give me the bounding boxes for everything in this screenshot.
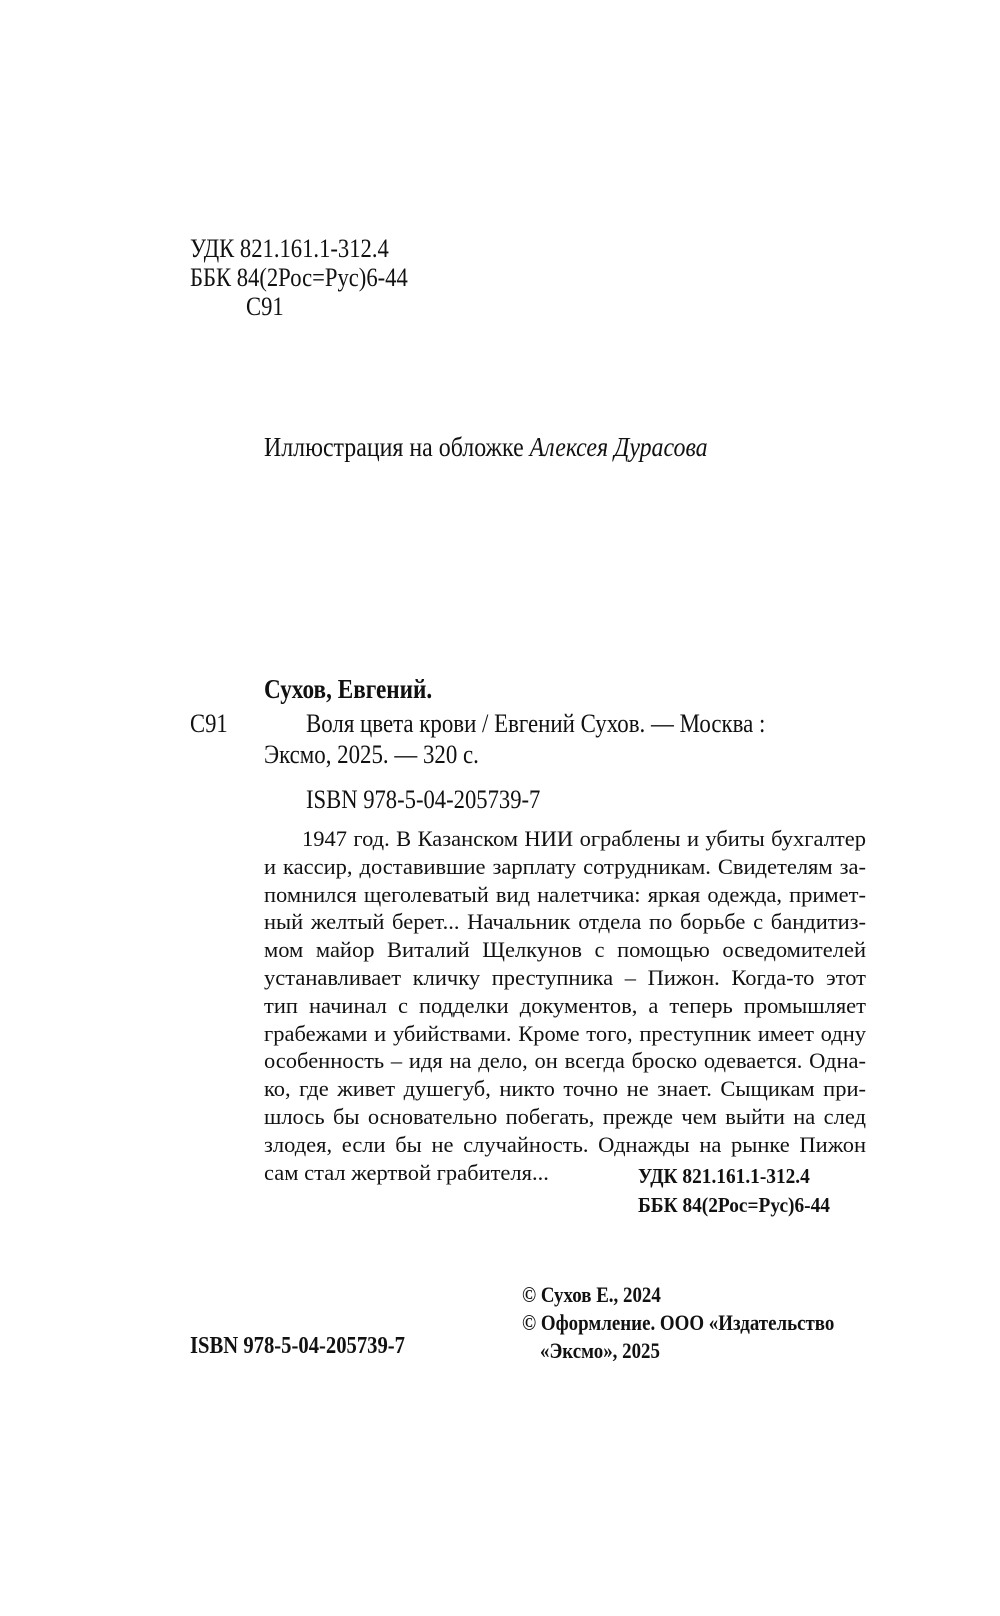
annotation-line: устанавливает кличку преступника – Пижон. Когда-то этот	[264, 964, 866, 990]
catalog-annotation	[264, 825, 866, 1186]
annotation-line: и кассир, доставившие зарплату сотрудникам. Свидетелям за-	[264, 853, 866, 879]
annotation-line: грабежами и убийствами. Кроме того, преступник имеет одну	[264, 1020, 866, 1046]
illustration-prefix: Иллюстрация на обложке	[264, 432, 530, 462]
footer-isbn: ISBN 978-5-04-205739-7	[190, 1333, 405, 1359]
annotation-line: мом майор Виталий Щелкунов с помощью осведомителей	[264, 937, 866, 963]
annotation-line: ко, где живет душегуб, никто точно не знает. Сыщикам при-	[264, 1076, 866, 1102]
annotation-line: сам стал жертвой грабителя...	[264, 1159, 549, 1185]
annotation-line: тип начинал с подделки документов, а теперь промышляет	[264, 992, 866, 1018]
bbk-code-top: ББК 84(2Рос=Рус)6-44	[190, 263, 408, 292]
bbk-code-card: ББК 84(2Рос=Рус)6-44	[638, 1193, 830, 1217]
illustration-credit	[264, 432, 708, 462]
annotation-line: шлось бы основательно побегать, прежде чем выйти на след	[264, 1103, 866, 1129]
catalog-isbn: ISBN 978-5-04-205739-7	[306, 785, 541, 814]
copyright-design-line-2: «Эксмо», 2025	[540, 1338, 660, 1363]
author-sign-top: С91	[246, 292, 284, 321]
annotation-line: ный желтый берет... Начальник отдела по борьбе с бандитиз-	[264, 909, 866, 935]
catalog-title-line-2: Эксмо, 2025. — 320 с.	[264, 740, 479, 769]
udk-code-top: УДК 821.161.1-312.4	[190, 234, 389, 263]
annotation-line: 1947 год. В Казанском НИИ ограблены и убиты бухгалтер	[302, 826, 866, 851]
catalog-author: Сухов, Евгений.	[264, 674, 433, 704]
catalog-author-sign: С91	[190, 709, 228, 738]
udk-code-card: УДК 821.161.1-312.4	[638, 1164, 810, 1188]
catalog-title-line-1: Воля цвета крови / Евгений Сухов. — Москва :	[306, 709, 766, 738]
annotation-line: особенность – идя на дело, он всегда броско одевается. Одна-	[264, 1048, 866, 1074]
copyright-design-line-1: © Оформление. ООО «Издательство	[522, 1310, 835, 1335]
copyright-author: © Сухов Е., 2024	[522, 1282, 661, 1307]
illustration-artist: Алексея Дурасова	[529, 432, 708, 462]
annotation-line: злодея, если бы не случайность. Однажды на рынке Пижон	[264, 1131, 866, 1157]
annotation-line: помнился щеголеватый вид налетчика: яркая одежда, примет-	[264, 881, 866, 907]
